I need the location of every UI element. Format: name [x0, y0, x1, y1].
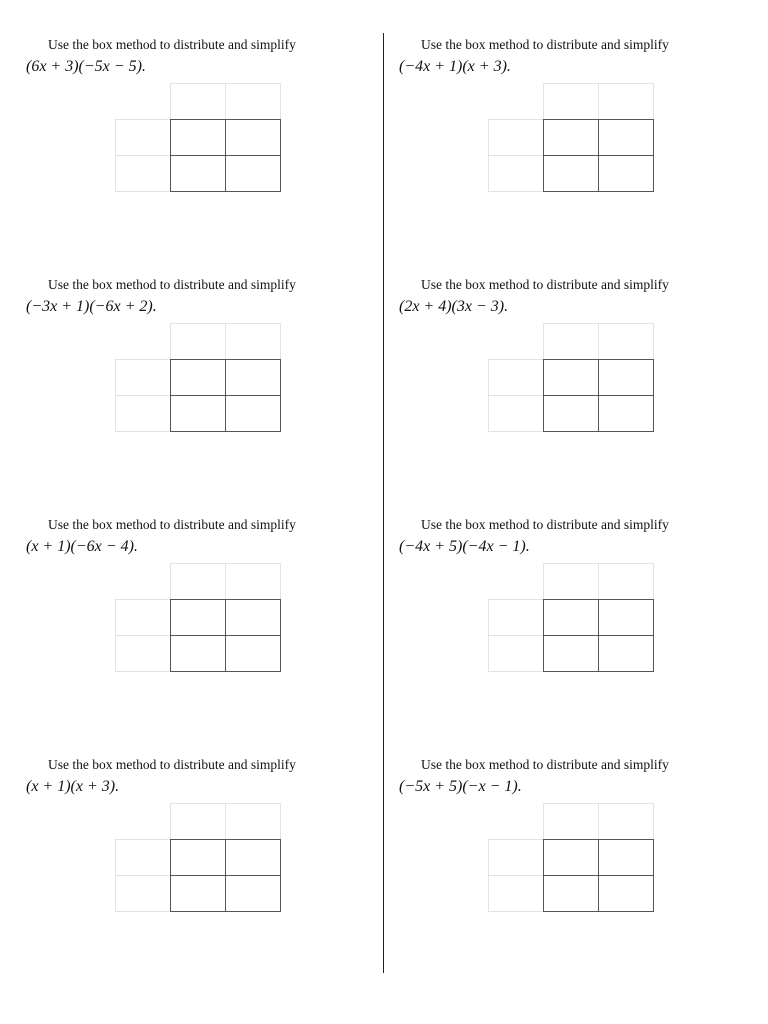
- header-cell-left[interactable]: [488, 635, 544, 672]
- problem-expression: (−4x + 5)(−4x − 1).: [399, 538, 530, 555]
- header-cell-left[interactable]: [488, 875, 544, 912]
- header-cell-left[interactable]: [115, 599, 171, 636]
- product-cell[interactable]: [598, 359, 654, 396]
- product-cell[interactable]: [225, 359, 281, 396]
- problem-2: [399, 34, 719, 234]
- product-cell[interactable]: [543, 599, 599, 636]
- product-cell[interactable]: [225, 119, 281, 156]
- problem-5: [26, 514, 346, 714]
- product-cell[interactable]: [598, 635, 654, 672]
- header-cell-left[interactable]: [115, 839, 171, 876]
- problem-instruction: Use the box method to distribute and simplify: [421, 517, 669, 532]
- box-method-grid: [115, 563, 282, 671]
- product-cell[interactable]: [543, 875, 599, 912]
- product-cell[interactable]: [543, 155, 599, 192]
- header-cell-left[interactable]: [115, 155, 171, 192]
- product-cell[interactable]: [225, 395, 281, 432]
- problem-expression: (6x + 3)(−5x − 5).: [26, 58, 146, 75]
- header-cell-left[interactable]: [115, 395, 171, 432]
- box-method-grid: [488, 803, 655, 911]
- header-cell-left[interactable]: [488, 395, 544, 432]
- header-cell-top[interactable]: [170, 803, 226, 840]
- problem-instruction: Use the box method to distribute and simplify: [48, 37, 296, 52]
- problem-instruction: Use the box method to distribute and simplify: [48, 757, 296, 772]
- problem-1: [26, 34, 346, 234]
- column-divider: [383, 33, 384, 973]
- box-method-grid: [115, 323, 282, 431]
- problem-expression: (x + 1)(x + 3).: [26, 778, 120, 795]
- header-cell-top[interactable]: [543, 563, 599, 600]
- product-cell[interactable]: [170, 599, 226, 636]
- header-cell-left[interactable]: [488, 599, 544, 636]
- header-cell-left[interactable]: [488, 839, 544, 876]
- product-cell[interactable]: [543, 359, 599, 396]
- header-cell-left[interactable]: [488, 155, 544, 192]
- box-method-grid: [488, 83, 655, 191]
- problem-3: [26, 274, 346, 474]
- header-cell-left[interactable]: [115, 875, 171, 912]
- problem-6: [399, 514, 719, 714]
- header-cell-left[interactable]: [115, 635, 171, 672]
- box-method-grid: [115, 803, 282, 911]
- product-cell[interactable]: [170, 119, 226, 156]
- problem-expression: (x + 1)(−6x − 4).: [26, 538, 138, 555]
- problem-instruction: Use the box method to distribute and simplify: [48, 517, 296, 532]
- box-method-grid: [115, 83, 282, 191]
- product-cell[interactable]: [225, 839, 281, 876]
- header-cell-top[interactable]: [225, 83, 281, 120]
- header-cell-top[interactable]: [598, 83, 654, 120]
- header-cell-top[interactable]: [543, 83, 599, 120]
- header-cell-top[interactable]: [225, 563, 281, 600]
- product-cell[interactable]: [225, 599, 281, 636]
- product-cell[interactable]: [543, 839, 599, 876]
- header-cell-top[interactable]: [598, 323, 654, 360]
- product-cell[interactable]: [170, 359, 226, 396]
- product-cell[interactable]: [225, 635, 281, 672]
- product-cell[interactable]: [543, 395, 599, 432]
- problem-4: [399, 274, 719, 474]
- product-cell[interactable]: [598, 119, 654, 156]
- header-cell-top[interactable]: [170, 323, 226, 360]
- problem-8: [399, 754, 719, 954]
- problem-instruction: Use the box method to distribute and simplify: [421, 757, 669, 772]
- problem-instruction: Use the box method to distribute and simplify: [48, 277, 296, 292]
- product-cell[interactable]: [170, 155, 226, 192]
- problem-instruction: Use the box method to distribute and simplify: [421, 277, 669, 292]
- product-cell[interactable]: [543, 119, 599, 156]
- header-cell-top[interactable]: [225, 323, 281, 360]
- product-cell[interactable]: [598, 839, 654, 876]
- problem-expression: (−4x + 1)(x + 3).: [399, 58, 511, 75]
- product-cell[interactable]: [170, 635, 226, 672]
- header-cell-left[interactable]: [488, 119, 544, 156]
- product-cell[interactable]: [225, 155, 281, 192]
- problem-7: [26, 754, 346, 954]
- header-cell-top[interactable]: [225, 803, 281, 840]
- product-cell[interactable]: [598, 155, 654, 192]
- problem-expression: (2x + 4)(3x − 3).: [399, 298, 509, 315]
- product-cell[interactable]: [170, 875, 226, 912]
- product-cell[interactable]: [543, 635, 599, 672]
- product-cell[interactable]: [598, 875, 654, 912]
- header-cell-top[interactable]: [543, 323, 599, 360]
- header-cell-left[interactable]: [115, 359, 171, 396]
- box-method-grid: [488, 563, 655, 671]
- problem-expression: (−3x + 1)(−6x + 2).: [26, 298, 157, 315]
- header-cell-left[interactable]: [488, 359, 544, 396]
- header-cell-top[interactable]: [598, 803, 654, 840]
- problem-expression: (−5x + 5)(−x − 1).: [399, 778, 522, 795]
- problem-instruction: Use the box method to distribute and simplify: [421, 37, 669, 52]
- product-cell[interactable]: [598, 395, 654, 432]
- product-cell[interactable]: [170, 839, 226, 876]
- product-cell[interactable]: [598, 599, 654, 636]
- product-cell[interactable]: [170, 395, 226, 432]
- box-method-grid: [488, 323, 655, 431]
- header-cell-top[interactable]: [170, 83, 226, 120]
- header-cell-top[interactable]: [598, 563, 654, 600]
- header-cell-left[interactable]: [115, 119, 171, 156]
- header-cell-top[interactable]: [170, 563, 226, 600]
- header-cell-top[interactable]: [543, 803, 599, 840]
- product-cell[interactable]: [225, 875, 281, 912]
